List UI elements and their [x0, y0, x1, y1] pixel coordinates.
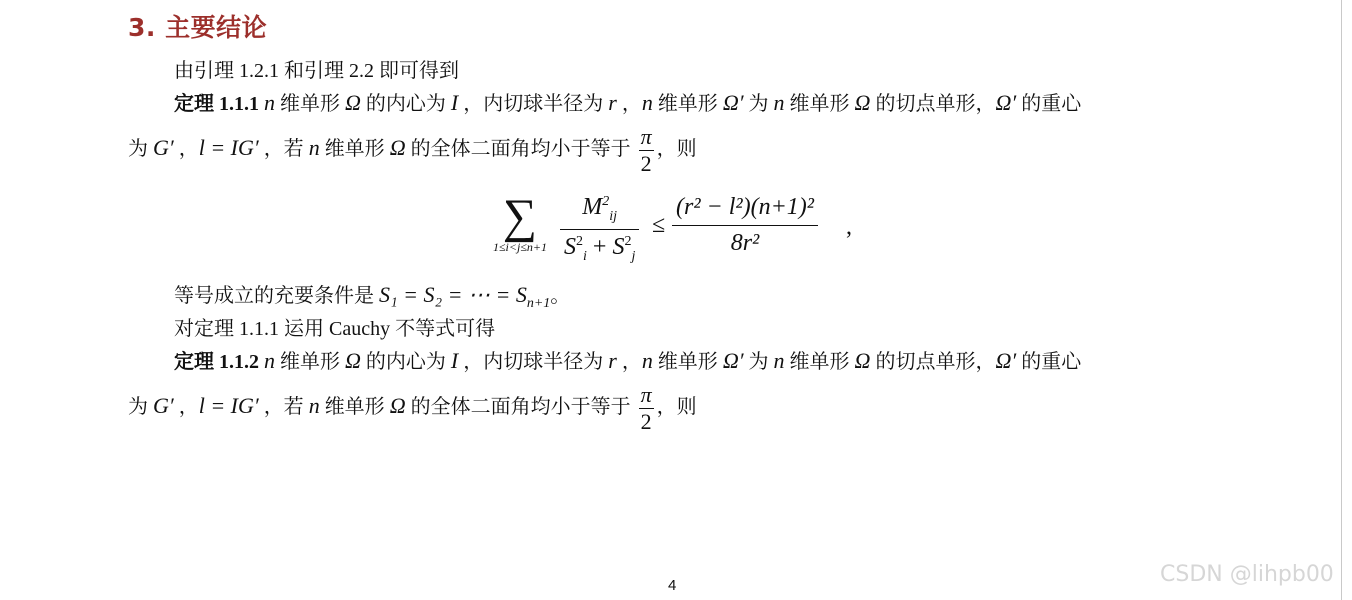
- math-n: n: [773, 348, 785, 373]
- math-omega: Ω: [854, 348, 871, 373]
- math-n: n: [641, 90, 653, 115]
- math-G-prime: G′: [153, 393, 174, 419]
- text-segment: ，若: [258, 396, 309, 419]
- text-segment: ，: [616, 351, 642, 373]
- theorem2-line1: [174, 348, 1081, 375]
- math-omega: Ω: [854, 90, 871, 115]
- math-n: n: [264, 90, 275, 115]
- symbol-S: S: [564, 233, 576, 260]
- subscript: ij: [609, 208, 618, 224]
- theorem1-line2: [128, 124, 697, 177]
- subscript: i: [583, 248, 587, 264]
- text-segment: 维单形: [652, 93, 723, 115]
- math-r: r: [608, 90, 617, 115]
- math-r: r: [608, 348, 617, 373]
- theorem1-label: 定理 1.1.1: [174, 93, 259, 115]
- text-segment: 的内心为: [360, 351, 451, 373]
- text-segment: 维单形: [652, 351, 723, 373]
- text-segment: 维单形: [275, 93, 345, 115]
- math-equality: S₁ = S₂ = ⋯ = S: [379, 282, 527, 307]
- text-segment: ，则: [656, 396, 697, 419]
- frac-denominator: 2: [640, 409, 652, 434]
- text-segment: ，则: [656, 138, 697, 161]
- text-segment: 的重心: [1016, 93, 1082, 115]
- left-fraction: [560, 194, 639, 265]
- text-segment: ，: [173, 138, 199, 161]
- text-segment: ，内切球半径为: [458, 93, 609, 115]
- text-segment: 维单形: [319, 138, 390, 161]
- math-omega-prime: Ω′: [995, 90, 1017, 115]
- plus-sign: +: [592, 233, 607, 260]
- math-I: I: [450, 90, 459, 115]
- frac-numerator: π: [640, 382, 652, 407]
- math-n: n: [773, 90, 785, 115]
- subscript: n+1: [526, 296, 551, 311]
- left-numerator: [560, 194, 639, 230]
- text-segment: 的内心为: [360, 93, 451, 115]
- theorem1-line1: [174, 90, 1081, 117]
- formula-trail: ,: [846, 214, 852, 240]
- summation: [480, 190, 560, 255]
- math-omega-prime: Ω′: [995, 348, 1017, 373]
- frac-numerator: π: [640, 124, 652, 149]
- text-segment: 为: [128, 396, 153, 419]
- text-segment: 维单形: [319, 396, 390, 419]
- sigma-symbol: ∑: [502, 190, 538, 243]
- math-omega: Ω: [345, 90, 361, 115]
- theorem2-line2: [128, 382, 697, 435]
- math-omega-prime: Ω′: [722, 348, 744, 373]
- text-segment: 的全体二面角均小于等于: [405, 396, 631, 419]
- math-I: I: [450, 348, 459, 373]
- text-segment: 的切点单形，: [870, 93, 996, 115]
- math-G-prime: G′: [153, 135, 174, 161]
- page-edge-line: [1341, 0, 1342, 600]
- math-n: n: [264, 348, 275, 373]
- text-segment: 维单形: [784, 351, 855, 373]
- superscript: 2: [576, 233, 583, 249]
- symbol-M: M: [582, 194, 603, 220]
- math-omega-prime: Ω′: [722, 90, 744, 115]
- fraction-pi-over-2: [639, 124, 654, 177]
- superscript: 2: [602, 194, 610, 209]
- theorem2-label: 定理 1.1.2: [174, 351, 259, 373]
- page-number: 4: [668, 577, 677, 594]
- math-n: n: [308, 135, 320, 161]
- sum-subscript: 1≤i<j≤n+1: [492, 240, 548, 254]
- right-denominator: 8r²: [730, 230, 760, 256]
- text-segment: 的切点单形，: [870, 351, 996, 373]
- text-segment: 等号成立的充要条件是: [174, 285, 379, 307]
- text-segment: ，: [173, 396, 199, 419]
- math-omega: Ω: [389, 135, 406, 161]
- fraction-pi-over-2: [639, 382, 654, 435]
- text-segment: 为: [743, 351, 774, 373]
- text-segment: ，: [616, 93, 642, 115]
- math-l-eq: l = IG′: [198, 135, 259, 161]
- subscript: j: [631, 248, 636, 264]
- watermark: CSDN @lihpb00: [1160, 562, 1334, 587]
- relation-symbol: ≤: [652, 212, 666, 238]
- text-segment: 维单形: [275, 351, 345, 373]
- text-segment: 为: [128, 138, 153, 161]
- right-fraction: [672, 194, 818, 257]
- text-segment: ，内切球半径为: [458, 351, 609, 373]
- superscript: 2: [624, 233, 632, 249]
- text-segment: 的重心: [1016, 351, 1082, 373]
- text-segment: 的全体二面角均小于等于: [405, 138, 631, 161]
- equality-line: [174, 282, 570, 317]
- math-omega: Ω: [345, 348, 361, 373]
- right-numerator: (r² − l²)(n+1)²: [672, 194, 818, 226]
- text-segment: 维单形: [784, 93, 855, 115]
- math-n: n: [308, 393, 320, 419]
- symbol-S: S: [612, 233, 625, 260]
- intro-line: 由引理 1.2.1 和引理 2.2 即可得到: [174, 60, 459, 82]
- text-segment: 为: [743, 93, 774, 115]
- text-segment: 。: [550, 285, 571, 307]
- text-segment: ，若: [258, 138, 309, 161]
- math-n: n: [641, 348, 653, 373]
- math-omega: Ω: [389, 393, 406, 419]
- section-heading: 3. 主要结论: [128, 13, 268, 42]
- frac-denominator: 2: [640, 151, 652, 176]
- cauchy-line: 对定理 1.1.1 运用 Cauchy 不等式可得: [174, 318, 496, 340]
- left-denominator: [560, 230, 639, 265]
- math-l-eq: l = IG′: [198, 393, 259, 419]
